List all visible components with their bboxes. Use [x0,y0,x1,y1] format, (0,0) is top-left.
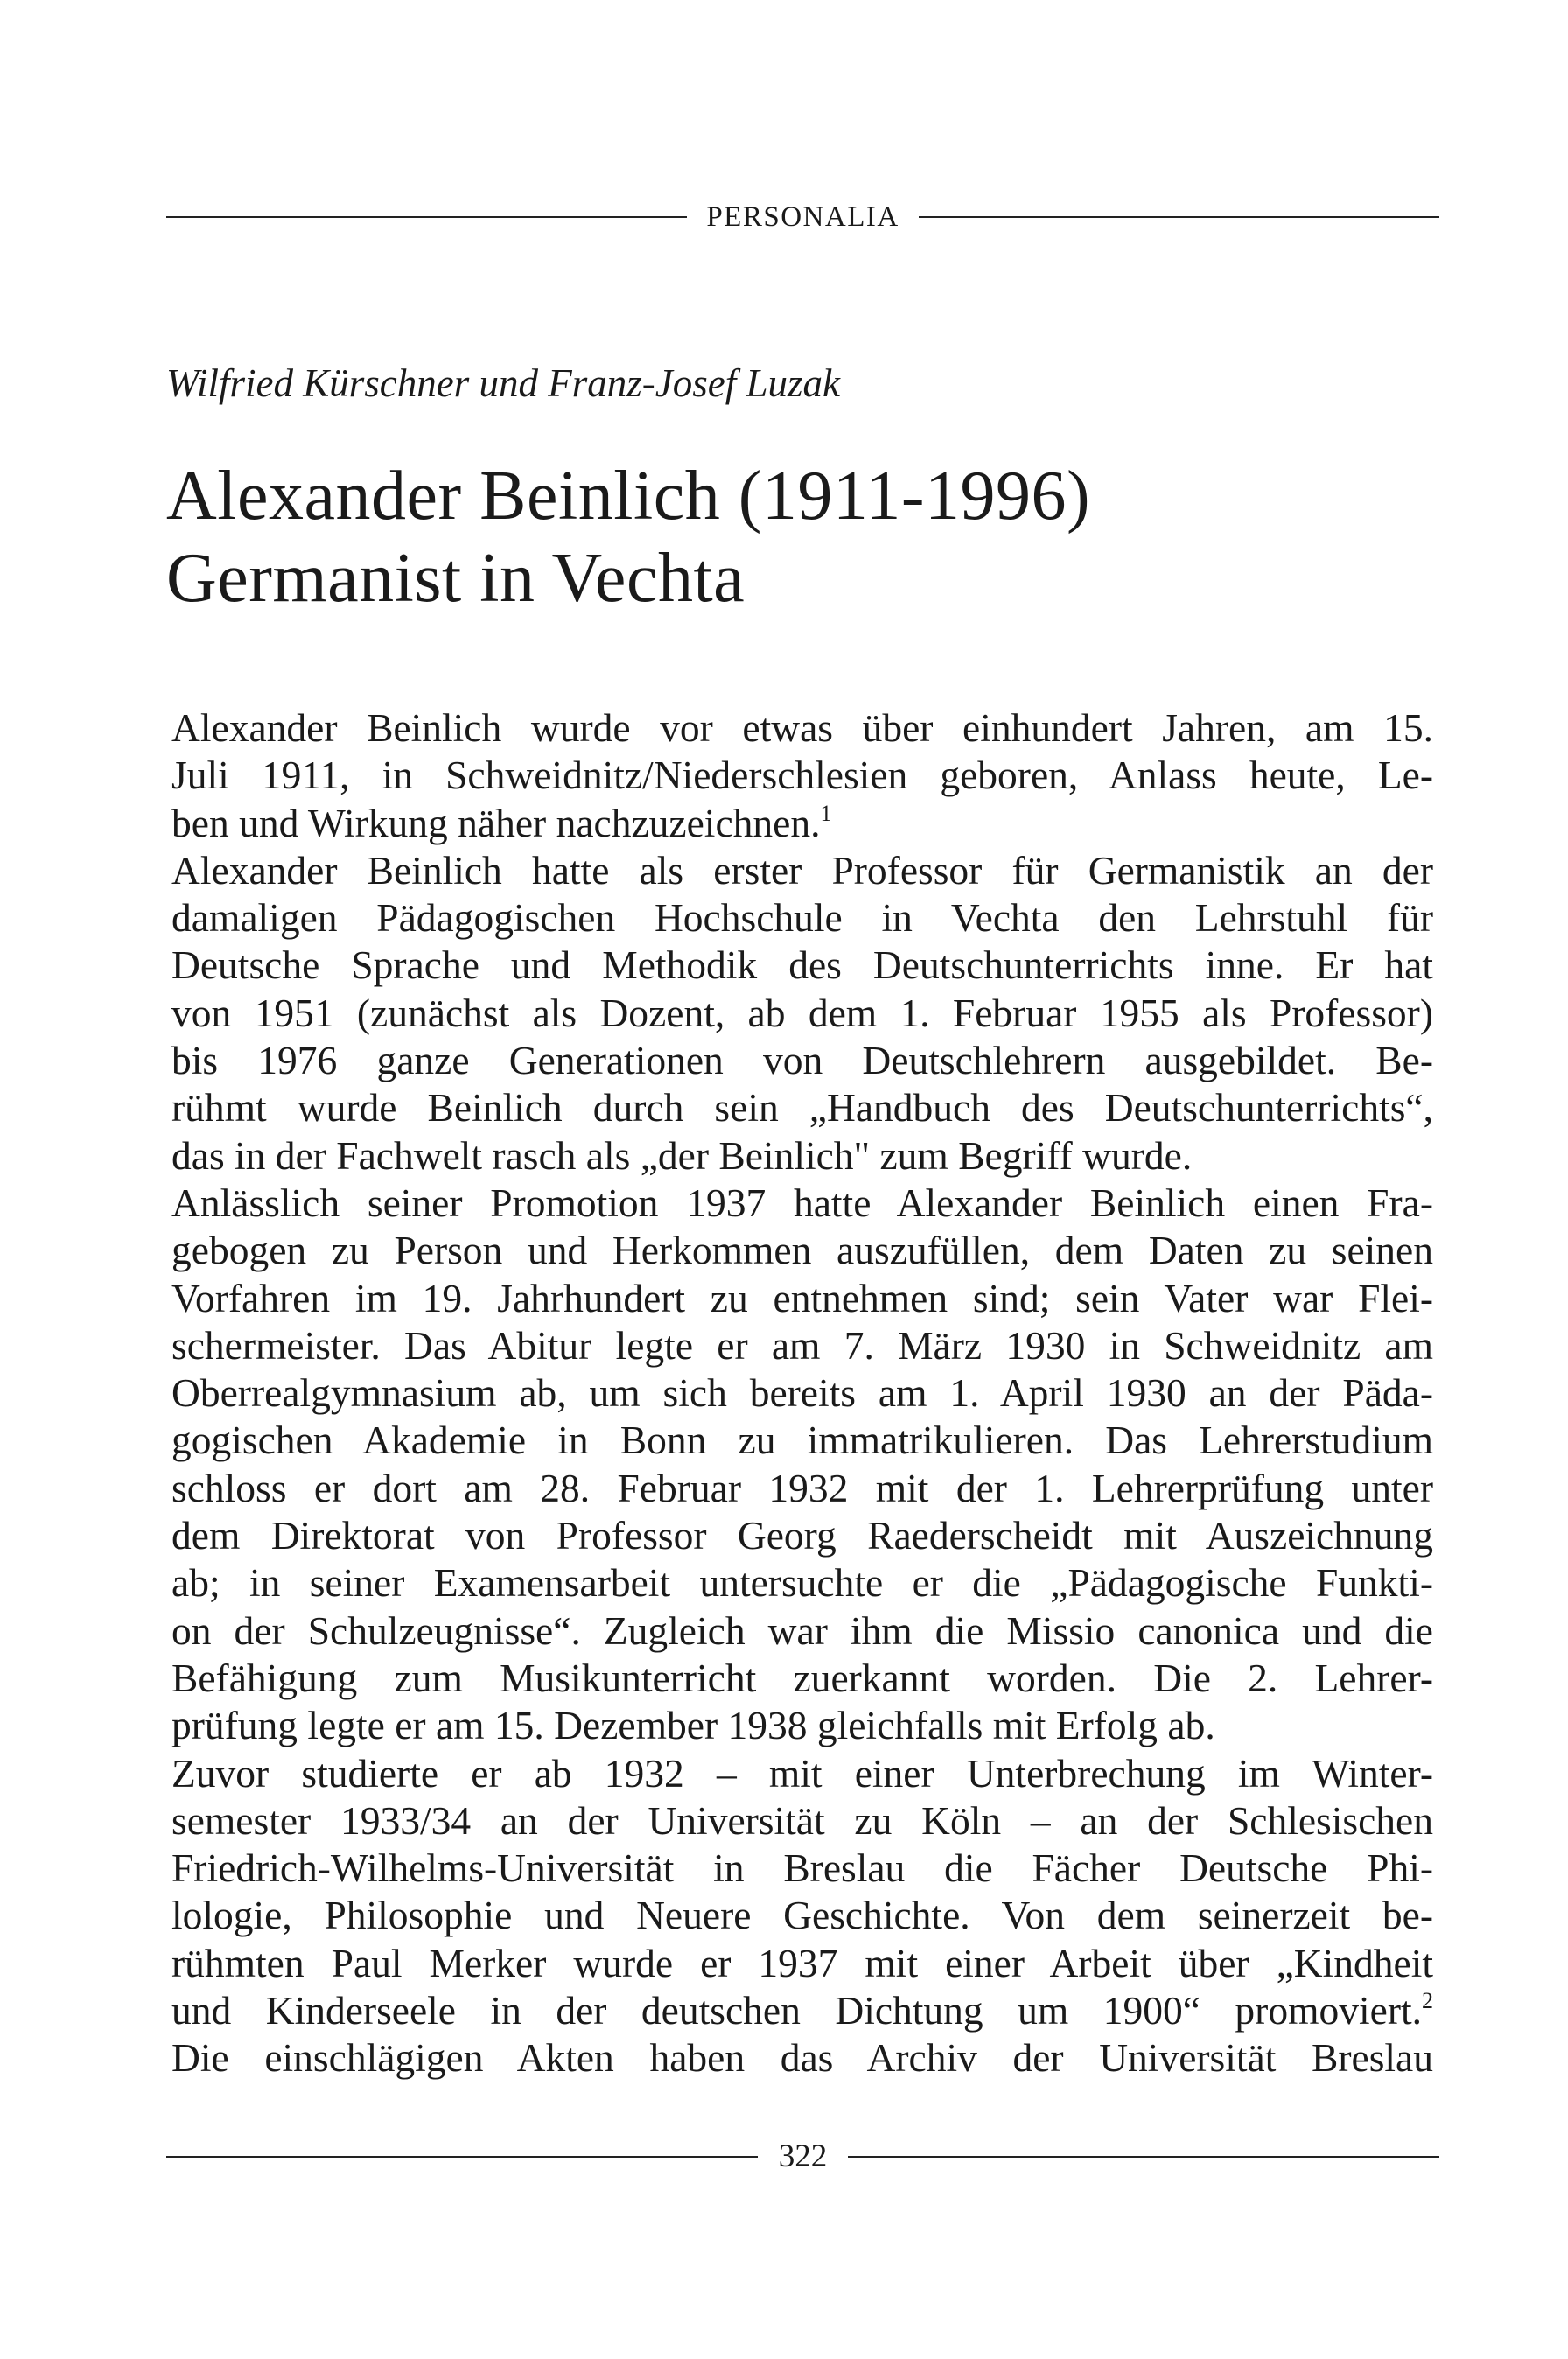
footer-rule-right [848,2156,1439,2158]
body-line: schloss er dort am 28. Februar 1932 mit der 1. Lehrerprüfung unter [172,1465,1433,1510]
body-line: Anlässlich seiner Promotion 1937 hatte Alexander Beinlich einen Fra- [172,1180,1433,1225]
body-line: lologie, Philosophie und Neuere Geschichte. Von dem seinerzeit be- [172,1893,1433,1938]
running-head-rule-right [919,216,1439,218]
body-line: von 1951 (zunächst als Dozent, ab dem 1. Februar 1955 als Professor) [172,990,1433,1035]
body-line: Juli 1911, in Schweidnitz/Niederschlesien geboren, Anlass heute, Le- [172,752,1433,798]
body-text [172,704,1433,2082]
body-line: rühmt wurde Beinlich durch sein „Handbuch des Deutschunterrichts“, [172,1085,1433,1130]
title-line-2: Germanist in Vechta [166,540,746,617]
body-line: gogischen Akademie in Bonn zu immatrikulieren. Das Lehrerstudium [172,1418,1433,1463]
body-line-text: ben und Wirkung näher nachzuzeichnen. [172,800,821,845]
body-line [172,1987,1433,2034]
body-line: semester 1933/34 an der Universität zu Köln – an der Schlesischen [172,1797,1433,1843]
body-line: ab; in seiner Examensarbeit untersuchte er die „Pädagogische Funkti- [172,1560,1433,1606]
article-authors: Wilfried Kürschner und Franz-Josef Luzak [166,361,840,405]
footnote-mark-1: 1 [820,800,832,826]
body-line: Alexander Beinlich wurde vor etwas über einhundert Jahren, am 15. [172,705,1433,750]
body-line: das in der Fachwelt rasch als „der Beinlich" zum Begriff wurde. [172,1132,1193,1178]
body-line: prüfung legte er am 15. Dezember 1938 gleichfalls mit Erfolg ab. [172,1703,1215,1748]
article-title [166,455,1090,620]
body-line: Befähigung zum Musikunterricht zuerkannt worden. Die 2. Lehrer- [172,1655,1433,1700]
page-number: 322 [778,2138,828,2174]
body-line: Deutsche Sprache und Methodik des Deutschunterrichts inne. Er hat [172,942,1433,988]
running-head [166,198,1439,236]
running-head-rule-left [166,216,687,218]
body-line: on der Schulzeugnisse“. Zugleich war ihm die Missio canonica und die [172,1607,1433,1653]
body-line: Oberrealgymnasium ab, um sich bereits am 1. April 1930 an der Päda- [172,1370,1433,1416]
body-line-text: und Kinderseele in der deutschen Dichtung um 1900“ promoviert. [172,1988,1422,2034]
body-line: Alexander Beinlich hatte als erster Professor für Germanistik an der [172,847,1433,892]
body-line [172,800,1433,847]
running-head-label: PERSONALIA [706,201,900,233]
body-line: Vorfahren im 19. Jahrhundert zu entnehmen sind; sein Vater war Flei- [172,1275,1433,1320]
body-line: gebogen zu Person und Herkommen auszufüllen, dem Daten zu seinen [172,1228,1433,1273]
footer-rule-left [166,2156,758,2158]
title-line-1: Alexander Beinlich (1911-1996) [166,458,1091,535]
body-line: schermeister. Das Abitur legte er am 7. März 1930 in Schweidnitz am [172,1322,1433,1368]
body-line: dem Direktorat von Professor Georg Raederscheidt mit Auszeichnung [172,1513,1433,1558]
footnote-mark-2: 2 [1422,1988,1433,2014]
body-line: Zuvor studierte er ab 1932 – mit einer Unterbrechung im Winter- [172,1750,1433,1796]
body-line: Die einschlägigen Akten haben das Archiv der Universität Breslau [172,2035,1433,2081]
body-line: damaligen Pädagogischen Hochschule in Vechta den Lehrstuhl für [172,895,1433,941]
body-line: rühmten Paul Merker wurde er 1937 mit einer Arbeit über „Kindheit [172,1940,1433,1985]
body-line: Friedrich-Wilhelms-Universität in Breslau die Fächer Deutsche Phi- [172,1845,1433,1891]
page-footer [166,2135,1439,2179]
body-line: bis 1976 ganze Generationen von Deutschlehrern ausgebildet. Be- [172,1038,1433,1083]
